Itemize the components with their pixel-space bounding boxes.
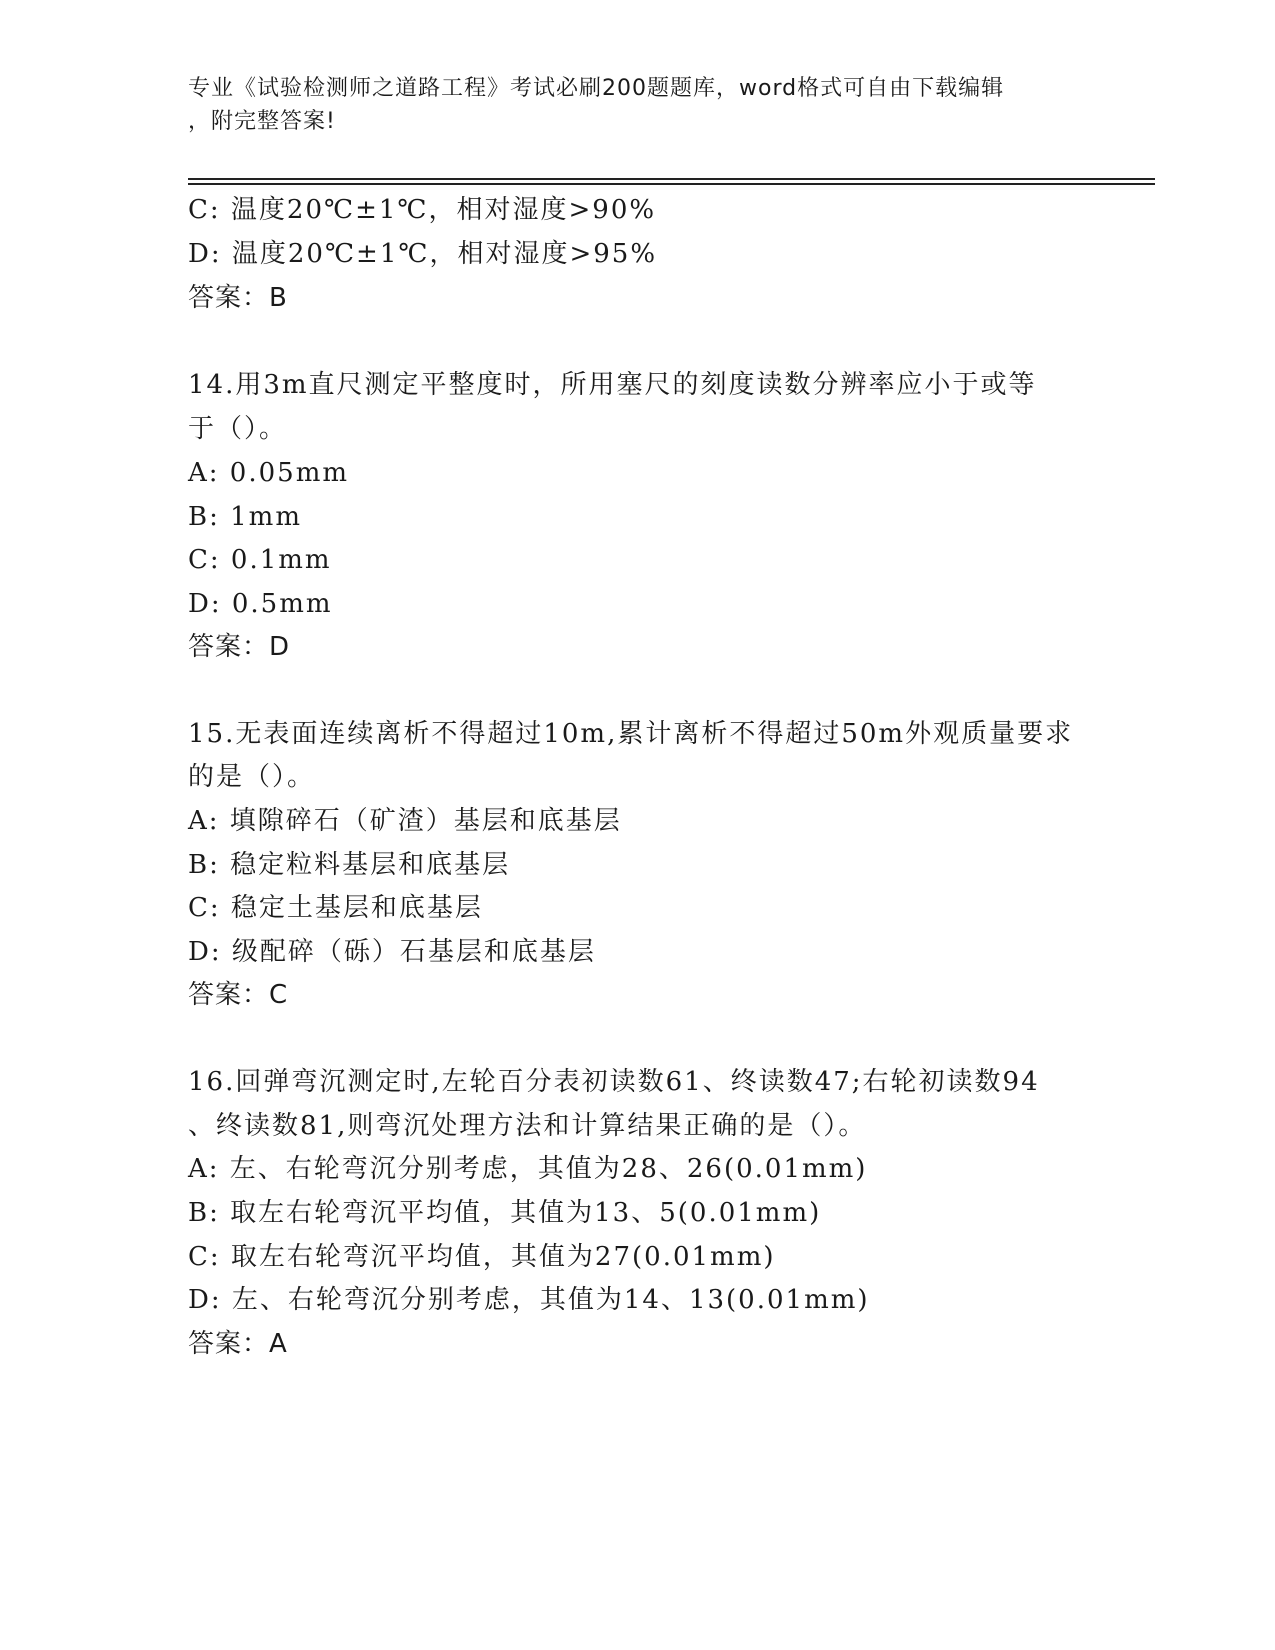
q15-answer: 答案：C [188,980,289,1010]
document-header [188,72,1068,138]
header-title-line-2: ，附完整答案! [188,109,336,134]
q14-answer: 答案：D [188,632,291,662]
q15-stem-line-2: 的是（）。 [188,762,316,792]
q13-option-c: C: 温度20℃±1℃，相对湿度>90% [188,195,657,225]
q13-option-d: D: 温度20℃±1℃，相对湿度>95% [188,239,658,269]
q16-option-d: D: 左、右轮弯沉分别考虑，其值为14、13(0.01mm) [188,1285,870,1315]
q16-stem-line-2: 、终读数81,则弯沉处理方法和计算结果正确的是（）。 [188,1111,867,1141]
q16-option-b: B: 取左右轮弯沉平均值，其值为13、5(0.01mm) [188,1198,822,1228]
header-divider-bottom [188,183,1155,185]
q14-option-a: A: 0.05mm [188,458,349,488]
q14-option-c: C: 0.1mm [188,545,332,575]
q14-option-b: B: 1mm [188,502,302,532]
header-divider-top [188,178,1155,180]
q14-option-d: D: 0.5mm [188,589,333,619]
q16-option-a: A: 左、右轮弯沉分别考虑，其值为28、26(0.01mm) [188,1154,868,1184]
q15-option-d: D: 级配碎（砾）石基层和底基层 [188,937,596,967]
q14-stem-line-2: 于（）。 [188,414,288,444]
header-title-line-1: 专业《试验检测师之道路工程》考试必刷200题题库，word格式可自由下载编辑 [188,76,1005,101]
q16-answer: 答案：A [188,1329,288,1359]
q15-option-a: A: 填隙碎石（矿渣）基层和底基层 [188,806,622,836]
q16-stem-line-1: 16.回弹弯沉测定时,左轮百分表初读数61、终读数47;右轮初读数94 [188,1067,1040,1097]
q15-stem-line-1: 15.无表面连续离析不得超过10m,累计离析不得超过50m外观质量要求 [188,719,1074,749]
q15-option-b: B: 稳定粒料基层和底基层 [188,850,511,880]
q14-stem-line-1: 14.用3m直尺测定平整度时，所用塞尺的刻度读数分辨率应小于或等 [188,370,1037,400]
q15-option-c: C: 稳定土基层和底基层 [188,893,483,923]
q16-option-c: C: 取左右轮弯沉平均值，其值为27(0.01mm) [188,1242,776,1272]
q13-answer: 答案：B [188,283,288,313]
